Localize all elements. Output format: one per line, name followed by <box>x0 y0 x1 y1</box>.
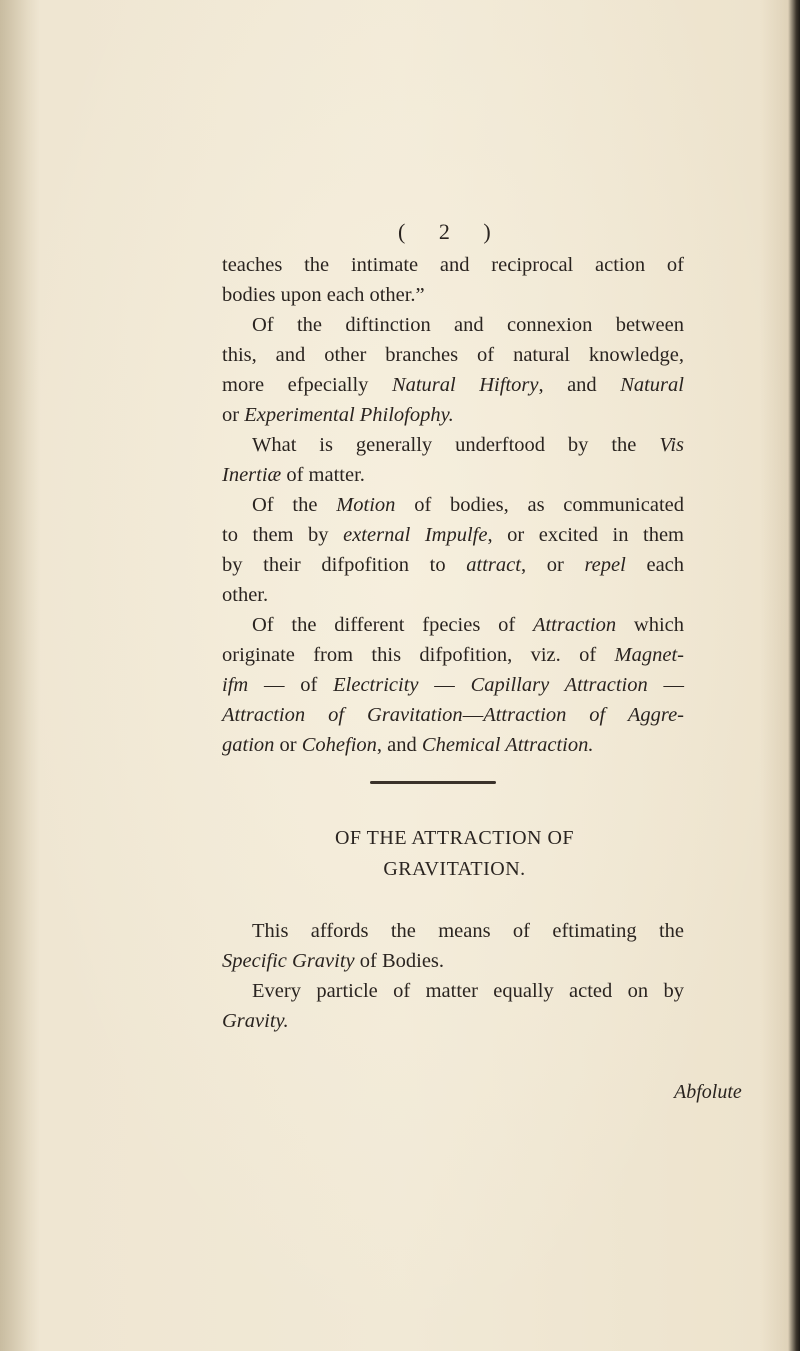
text-line: Of the different fpecies of Attraction which <box>252 614 684 636</box>
page-number: ( 2 ) <box>398 219 505 244</box>
text-line: Of the diftinction and connexion between <box>252 314 684 336</box>
text-line: Inertiæ of matter. <box>222 464 365 486</box>
text-line: more efpecially Natural Hiftory, and Natural <box>222 374 684 396</box>
text-line: or Experimental Philofophy. <box>222 404 454 426</box>
text-line: this, and other branches of natural knowledge, <box>222 344 684 366</box>
text-line: originate from this difpofition, viz. of Magnet- <box>222 644 684 666</box>
text-line: What is generally underftood by the Vis <box>252 434 684 456</box>
page-edge-shadow <box>788 0 800 1351</box>
text-line: other. <box>222 584 269 606</box>
catchword: Abfolute <box>674 1081 742 1103</box>
section-heading: GRAVITATION. <box>383 858 526 880</box>
text-line: Gravity. <box>222 1010 289 1032</box>
text-line: Attraction of Gravitation—Attraction of Aggre- <box>222 704 684 726</box>
text-line: Of the Motion of bodies, as communicated <box>252 494 684 516</box>
section-divider-rule <box>370 781 496 784</box>
text-line: Specific Gravity of Bodies. <box>222 950 445 972</box>
text-line: This affords the means of eftimating the <box>252 920 684 942</box>
page-gutter-shadow <box>0 0 40 1351</box>
text-line: by their difpofition to attract, or repel each <box>222 554 685 576</box>
section-heading: OF THE ATTRACTION OF <box>334 827 575 849</box>
text-line: teaches the intimate and reciprocal action of <box>222 254 684 276</box>
text-line: ifm — of Electricity — Capillary Attraction — <box>222 674 685 696</box>
text-line: Every particle of matter equally acted on by <box>252 980 684 1002</box>
text-line: to them by external Impulfe, or excited in them <box>222 524 684 546</box>
text-line: gation or Cohefion, and Chemical Attraction. <box>222 734 594 756</box>
text-line: bodies upon each other.” <box>222 284 425 306</box>
